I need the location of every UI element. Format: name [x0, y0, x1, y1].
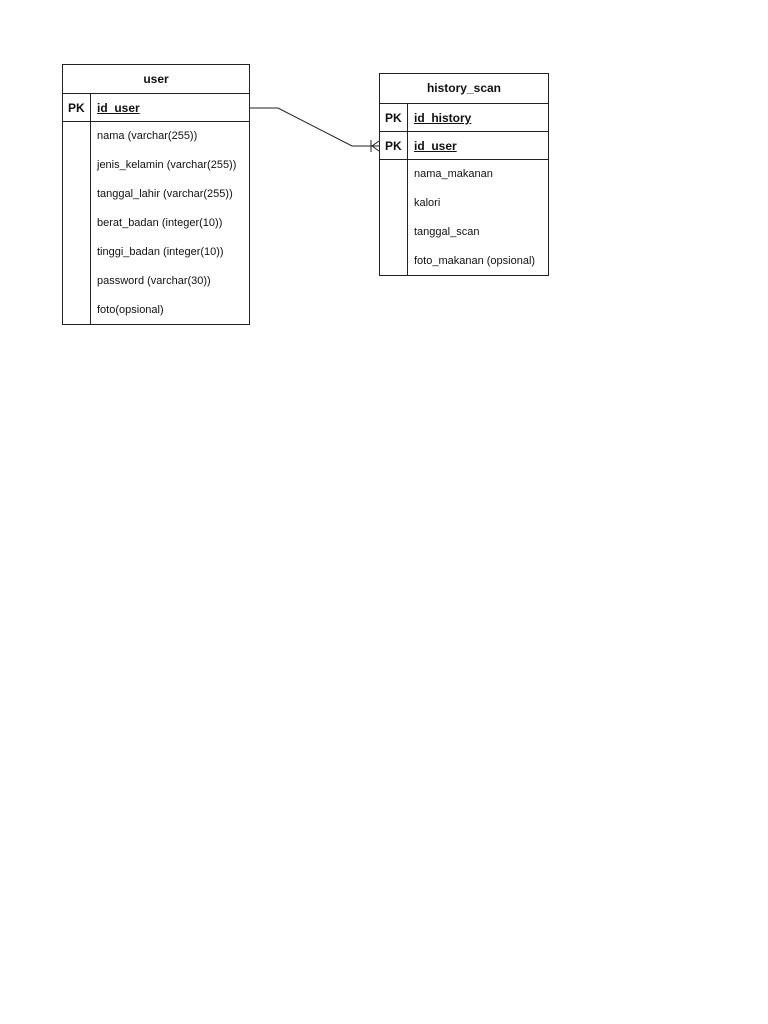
- attribute: berat_badan (integer(10)): [97, 217, 223, 229]
- key-name: id_user: [414, 139, 457, 153]
- attribute: nama (varchar(255)): [97, 130, 198, 142]
- key-name: id_user: [97, 101, 140, 115]
- crows-foot-marker: [371, 140, 379, 152]
- attribute-block: [63, 122, 249, 325]
- attribute: nama_makanan: [414, 168, 493, 180]
- attribute-gutter: [63, 122, 91, 325]
- entity-user[interactable]: [62, 64, 250, 325]
- attribute: foto_makanan (opsional): [414, 255, 536, 267]
- key-label: PK: [380, 104, 408, 131]
- attribute: tanggal_lahir (varchar(255)): [97, 188, 233, 200]
- relationship-connector: [250, 108, 379, 146]
- attribute: tanggal_scan: [414, 226, 480, 238]
- attribute: foto(opsional): [97, 304, 164, 316]
- entity-title: user: [63, 65, 249, 94]
- key-name: id_history: [414, 111, 472, 125]
- attribute: kalori: [414, 197, 441, 209]
- entity-title: history_scan: [380, 74, 548, 104]
- key-label: PK: [63, 94, 91, 121]
- primary-key-row: [380, 132, 548, 160]
- attribute: password (varchar(30)): [97, 275, 211, 287]
- primary-key-row: [380, 104, 548, 132]
- attribute: jenis_kelamin (varchar(255)): [97, 159, 237, 171]
- attribute-block: [380, 160, 548, 275]
- attribute: tinggi_badan (integer(10)): [97, 246, 224, 258]
- entity-history-scan[interactable]: [379, 73, 549, 276]
- attribute-gutter: [380, 160, 408, 275]
- attribute-list: [91, 122, 249, 325]
- primary-key-row: [63, 94, 249, 122]
- key-label: PK: [380, 132, 408, 159]
- attribute-list: [408, 160, 548, 275]
